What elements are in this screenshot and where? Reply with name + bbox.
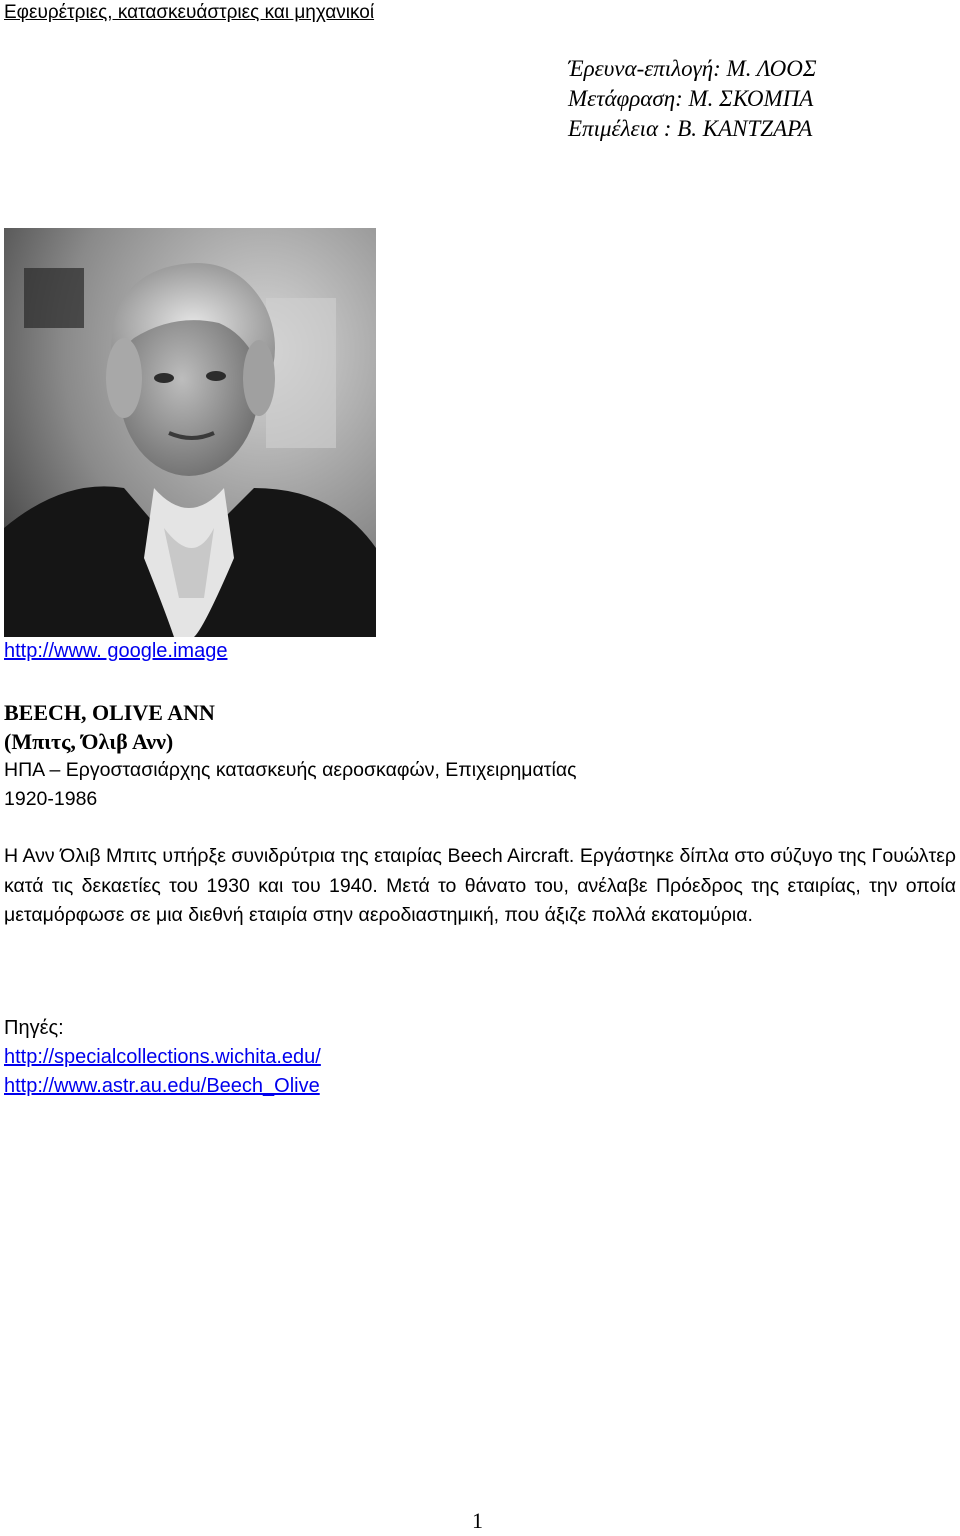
- image-source-link[interactable]: http://www. google.image: [4, 640, 228, 662]
- credit-research-value: -επιλογή: Μ. ΛΟΟΣ: [636, 56, 817, 81]
- credit-research: [568, 54, 817, 84]
- source-link-astr[interactable]: http://www.astr.au.edu/Beech_Olive: [4, 1075, 320, 1097]
- document-title: Εφευρέτριες, κατασκευάστριες και μηχανικοί: [4, 2, 375, 23]
- person-years: 1920-1986: [4, 788, 98, 810]
- sources-section: [4, 1014, 321, 1101]
- source-link-wichita[interactable]: http://specialcollections.wichita.edu/: [4, 1046, 321, 1068]
- person-greek-name: (Μπιτς, Όλιβ Ανν): [4, 729, 174, 754]
- credit-translation: Μετάφραση: Μ. ΣΚΟΜΠΑ: [568, 86, 814, 111]
- credits-block: [568, 54, 817, 144]
- sources-label: Πηγές:: [4, 1017, 64, 1039]
- bio-paragraph: Η Ανν Όλιβ Μπιτς υπήρξε συνιδρύτρια της εταιρίας Beech Aircraft. Εργάστηκε δίπλα στο σύζυγο της Γουώλτερ κατά τις δεκαετίες του 1930 και του 1940. Μετά το θάνατο του, ανέλαβε Πρόεδρος της εταιρίας, την οποία μεταμόρφωσε σε μια διεθνή εταιρία στην αεροδιαστημική, που άξιζε πολλά εκατομύρια.: [4, 845, 956, 926]
- page-number: 1: [472, 1508, 483, 1533]
- credit-editing: Επιμέλεια : Β. ΚΑΝΤΖΑΡΑ: [568, 116, 813, 141]
- bio-header: [4, 698, 577, 814]
- person-role: ΗΠΑ – Εργοστασιάρχης κατασκευής αεροσκαφών, Επιχειρηματίας: [4, 759, 577, 781]
- portrait-photo: [4, 228, 376, 637]
- credit-research-label: Έρευνα: [568, 56, 637, 81]
- person-name: BEECH, OLIVE ANN: [4, 700, 215, 725]
